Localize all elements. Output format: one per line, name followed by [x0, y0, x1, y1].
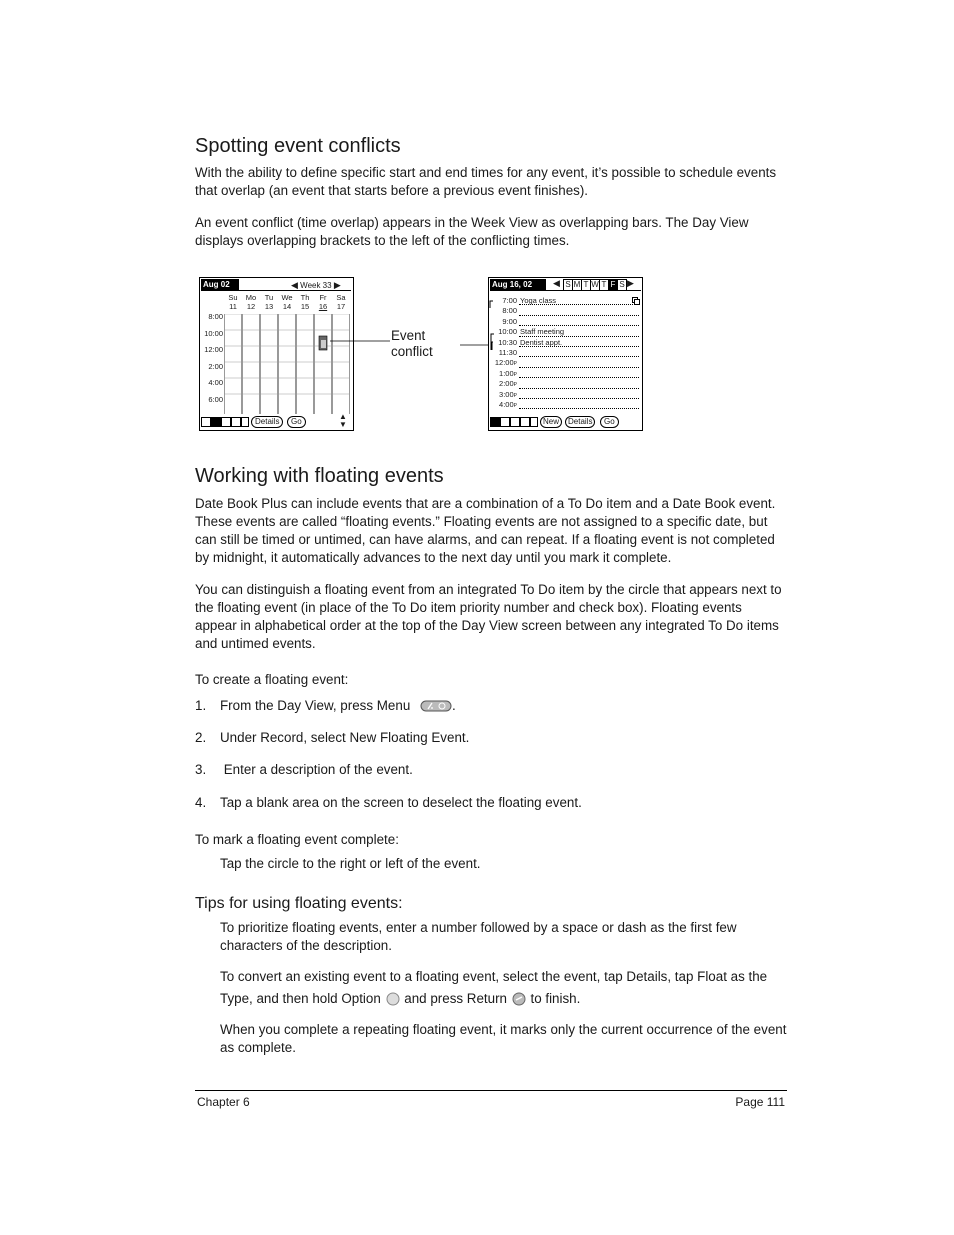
week-day-name: Th	[300, 293, 310, 302]
day-time-text: 12:00	[494, 358, 514, 368]
week-day-column-header[interactable]	[314, 293, 332, 311]
day-time-text: 11:30	[498, 348, 517, 357]
day-time-text: 10:30	[498, 337, 517, 347]
step-2: 2. Under Record, select New Floating Event.	[195, 730, 470, 745]
day-time-label	[499, 400, 517, 411]
day-selector-letter[interactable]: S	[563, 279, 573, 291]
scroll-arrows-icon[interactable]: ▲ ▼	[339, 412, 347, 429]
week-day-date: 16	[318, 302, 328, 311]
week-day-date: 11	[229, 302, 237, 311]
go-button[interactable]: Go	[600, 416, 619, 428]
day-time-text: 4:00	[499, 400, 514, 409]
spotting-para-2: An event conflict (time overlap) appears in the Week View as overlapping bars. The Day View displays overlapping brackets to the left of the conflicting times.	[195, 215, 749, 248]
week-view-date-tab: Aug 02	[201, 279, 239, 291]
day-view-screenshot	[488, 277, 643, 431]
step-3: 3. Enter a description of the event.	[195, 762, 413, 777]
pm-suffix: P	[513, 403, 517, 409]
floating-para-2: You can distinguish a floating event from an integrated To Do item by the circle that appears next to the floating event (in place of the To Do item priority number and check box). Floating events appear in alphabetical order at the top of the Day View screen between any integrated To Do items and untimed events.	[195, 582, 782, 651]
week-view-week-label: ◀ Week 33 ▶	[291, 280, 341, 290]
day-time-label	[502, 296, 517, 306]
day-view-row[interactable]	[489, 358, 641, 368]
week-view-toolbar	[201, 412, 352, 429]
week-day-column-header[interactable]	[296, 293, 314, 311]
week-day-date: 14	[282, 302, 292, 311]
day-selector-letter[interactable]: F	[608, 279, 618, 291]
day-time-text: 10:00	[498, 327, 517, 337]
create-heading: To create a floating event:	[195, 672, 349, 687]
day-time-text: 9:00	[502, 316, 517, 326]
step-4: 4. Tap a blank area on the screen to deselect the floating event.	[195, 795, 582, 810]
right-arrow-icon[interactable]: ▶	[627, 278, 634, 288]
day-time-text: 3:00	[499, 389, 514, 399]
complete-text: Tap the circle to the right or left of the event.	[220, 856, 481, 871]
week-day-date: 12	[246, 302, 256, 311]
pm-suffix: P	[513, 371, 517, 378]
week-time-label: 10:00	[204, 328, 223, 338]
day-time-label	[498, 327, 517, 337]
day-view-row[interactable]	[489, 369, 641, 379]
pm-suffix: P	[513, 382, 517, 389]
tips-heading: Tips for using floating events:	[195, 895, 403, 912]
details-button[interactable]: Details	[565, 416, 595, 428]
day-time-label	[502, 317, 517, 327]
week-day-column-header[interactable]	[332, 293, 350, 311]
week-day-column-header[interactable]	[278, 293, 296, 311]
day-selector-letter[interactable]: T	[599, 279, 609, 291]
week-time-label: 12:00	[204, 345, 223, 354]
day-view-row[interactable]	[489, 327, 641, 337]
day-view-row[interactable]	[489, 379, 641, 389]
week-view-grid	[224, 314, 350, 414]
day-view-date-tab: Aug 16, 02	[490, 279, 546, 291]
week-day-column-header[interactable]	[224, 293, 242, 311]
week-day-date: 17	[336, 302, 346, 311]
day-time-label	[502, 306, 517, 316]
view-selector-icon[interactable]	[490, 416, 538, 428]
footer-chapter: Chapter 6	[197, 1095, 250, 1109]
floating-para-1: Date Book Plus can include events that are a combination of a To Do item and a Date Book event. These events are called “floating events.” Floating events are not assigned to a specific date, but can still be timed or untimed, can have alarms, and can repeat. If a floating event is not completed by midnight, it automatically advances to the next day until you mark it complete.	[195, 496, 776, 565]
tip-3: When you complete a repeating floating event, it marks only the current occurrence of the event as complete.	[220, 1022, 787, 1055]
day-time-label	[499, 369, 517, 380]
week-view-time-column	[200, 312, 224, 407]
day-time-label	[498, 338, 517, 348]
week-day-name: Tu	[264, 293, 274, 302]
go-button[interactable]: Go	[287, 416, 306, 428]
conflict-bar-overlap[interactable]	[321, 340, 326, 348]
details-button[interactable]: Details	[251, 416, 283, 428]
footer-page-number: Page 111	[735, 1095, 785, 1109]
day-time-text: 1:00	[499, 368, 514, 378]
day-selector-letter[interactable]: T	[581, 279, 591, 291]
callout-label: Event conflict	[391, 328, 433, 359]
week-day-date: 15	[300, 302, 310, 311]
heading-spotting: Spotting event conflicts	[195, 135, 401, 157]
week-day-name: Fr	[319, 293, 327, 302]
week-day-name: Mo	[245, 293, 257, 302]
day-selector-letter[interactable]: S	[617, 279, 627, 291]
day-view-row[interactable]	[489, 306, 641, 316]
day-event-text[interactable]: Yoga class	[520, 296, 556, 305]
day-view-row[interactable]	[489, 400, 641, 410]
day-selector-letter[interactable]: W	[591, 280, 599, 289]
week-day-column-header[interactable]	[260, 293, 278, 311]
day-time-label	[499, 348, 517, 358]
left-arrow-icon[interactable]: ◀	[553, 278, 560, 288]
week-view-day-header	[224, 293, 350, 313]
step-1: 1. From the Day View, press Menu .	[195, 698, 456, 713]
day-time-text: 2:00	[499, 379, 514, 389]
complete-heading: To mark a floating event complete:	[195, 832, 399, 847]
heading-floating: Working with floating events	[195, 465, 444, 487]
day-time-label	[499, 390, 517, 401]
left-arrow-icon[interactable]: ◀	[291, 280, 298, 290]
day-view-row[interactable]	[489, 317, 641, 327]
pm-suffix: P	[513, 392, 517, 399]
menu-button-icon	[420, 699, 452, 713]
week-day-date: 13	[264, 302, 274, 311]
day-time-text: 7:00	[502, 296, 517, 305]
right-arrow-icon[interactable]: ▶	[333, 280, 341, 290]
day-time-text: 8:00	[502, 306, 517, 316]
week-time-label: 4:00	[208, 378, 223, 387]
day-event-text[interactable]: Dentist appt.	[520, 337, 563, 347]
week-day-column-header[interactable]	[242, 293, 260, 311]
day-view-row[interactable]	[489, 390, 641, 400]
day-selector-letter[interactable]: M	[573, 280, 581, 289]
tip-2: To convert an existing event to a floating event, select the event, tap Details, tap Float as the Type, and then hold Option and press Return to finish.	[220, 969, 768, 1006]
pm-suffix: P	[513, 361, 517, 368]
tip-1: To prioritize floating events, enter a number followed by a space or dash as the first few characters of the description.	[220, 920, 737, 953]
week-time-label: 2:00	[208, 361, 223, 371]
return-button-icon	[511, 991, 527, 1007]
new-button[interactable]: New	[540, 416, 562, 428]
week-day-name: Su	[228, 293, 238, 302]
option-button-icon	[385, 991, 401, 1007]
day-view-row[interactable]	[489, 348, 641, 358]
week-day-name: We	[281, 293, 293, 302]
page-footer	[195, 1090, 787, 1109]
conflict-brackets	[489, 300, 495, 350]
spotting-para-1: With the ability to define specific start and end times for any event, it’s possible to schedule events that overlap (an event that starts before a previous event finishes).	[195, 165, 777, 198]
day-time-label	[499, 379, 517, 390]
day-view-row[interactable]	[489, 338, 641, 348]
day-event-text[interactable]: Staff meeting	[520, 327, 565, 337]
day-view-toolbar	[490, 416, 641, 429]
day-view-row[interactable]	[489, 296, 641, 306]
week-time-label: 8:00	[208, 312, 223, 321]
week-day-name: Sa	[336, 293, 346, 302]
note-icon	[632, 297, 640, 305]
day-time-label	[495, 358, 517, 369]
week-time-label: 6:00	[208, 394, 223, 404]
day-view-rows	[489, 296, 641, 414]
view-selector-icon[interactable]	[201, 416, 249, 428]
